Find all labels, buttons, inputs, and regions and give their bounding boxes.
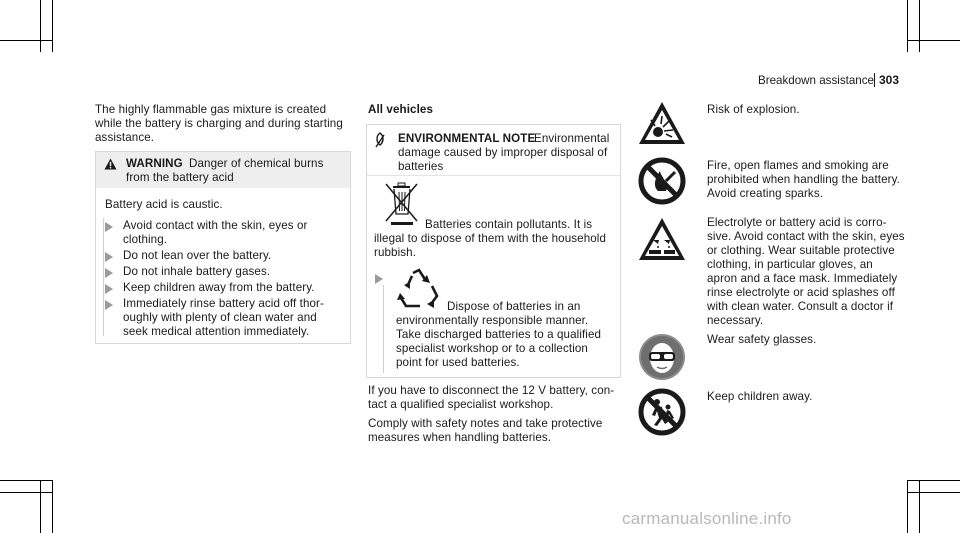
warning-list-rule [103,218,104,336]
bullet-arrow-icon [105,300,113,310]
section-heading: All vehicles [368,103,433,116]
text-line: measures when handling batteries. [368,431,552,444]
text-line: Fire, open flames and smoking are [707,159,889,172]
text-line: Comply with safety notes and take protective [368,417,603,430]
dispose-text: Dispose of batteries in an [447,300,581,313]
dispose-text-cont: point for used batteries. [396,356,520,369]
warning-triangle-icon [104,158,117,170]
bullet-arrow-icon [105,284,113,294]
warning-box [95,151,351,344]
list-text: Do not inhale battery gases. [123,265,271,278]
pollutant-text: Batteries contain pollutants. It is [425,218,593,231]
text-line: apron and a face mask. Immediately [707,272,898,285]
recycle-icon [396,268,442,310]
text-line: assistance. [95,131,155,144]
safety-glasses-icon [638,333,686,381]
warning-title: Danger of chemical burns [189,157,324,170]
environmental-note-box [366,124,621,378]
text-line: Avoid creating sparks. [707,187,824,200]
warning-label: WARNING [126,157,183,170]
no-fire-icon [638,157,686,205]
text-line: or clothing. Wear suitable protective [707,244,895,257]
section-title: Breakdown assistance [758,74,874,87]
list-text: Keep children away from the battery. [123,281,315,294]
pollutant-text-cont: rubbish. [374,246,417,259]
env-label: ENVIRONMENTAL NOTE [398,132,536,145]
bullet-arrow-icon [375,274,383,284]
list-text: Avoid contact with the skin, eyes or [123,219,308,232]
text-line: with clean water. Consult a doctor if [707,300,894,313]
header-divider [874,73,875,87]
bullet-arrow-icon [105,222,113,232]
list-rule [383,285,384,373]
bullet-arrow-icon [105,252,113,262]
watermark: carmanualsonline.info [622,509,792,528]
list-text: Immediately rinse battery acid off thor- [123,297,324,310]
text-line: clothing, in particular gloves, an [707,258,873,271]
text-line: tact a qualified specialist workshop. [368,398,554,411]
text-line: sive. Avoid contact with the skin, eyes [707,230,905,243]
dispose-text-cont: specialist workshop or to a collection [396,342,588,355]
list-text: oughly with plenty of clean water and [123,311,317,324]
list-text: seek medical attention immediately. [123,325,310,338]
environment-leaf-icon [374,132,386,148]
warning-body: Battery acid is caustic. [105,198,223,211]
env-title-cont: batteries [398,160,444,173]
warning-header [96,152,350,188]
env-title-cont: damage caused by improper disposal of [398,146,608,159]
text-line: Keep children away. [707,390,813,403]
text-line: Risk of explosion. [707,103,800,116]
list-text: clothing. [123,233,168,246]
warning-title-cont: from the battery acid [126,171,234,184]
text-line: prohibited when handling the battery. [707,173,900,186]
text-line: The highly flammable gas mixture is created [95,103,327,116]
text-line: while the battery is charging and during starting [95,117,343,130]
divider [367,175,620,176]
dispose-text-cont: environmentally responsible manner. [396,314,589,327]
corrosive-warning-icon [637,216,687,262]
keep-children-away-icon [638,388,686,436]
pollutant-text-cont: illegal to dispose of them with the household [374,232,607,245]
explosion-warning-icon [637,100,687,146]
text-line: Electrolyte or battery acid is corro- [707,216,887,229]
list-text: Do not lean over the battery. [123,249,272,262]
text-line: Wear safety glasses. [707,333,817,346]
text-line: necessary. [707,314,764,327]
crossed-bin-icon [384,181,420,227]
page-number: 303 [879,73,900,87]
dispose-text-cont: Take discharged batteries to a qualified [396,328,602,341]
env-title: Environmental [534,132,610,145]
bullet-arrow-icon [105,268,113,278]
text-line: If you have to disconnect the 12 V battery, con- [368,384,615,397]
text-line: rinse electrolyte or acid splashes off [707,286,895,299]
